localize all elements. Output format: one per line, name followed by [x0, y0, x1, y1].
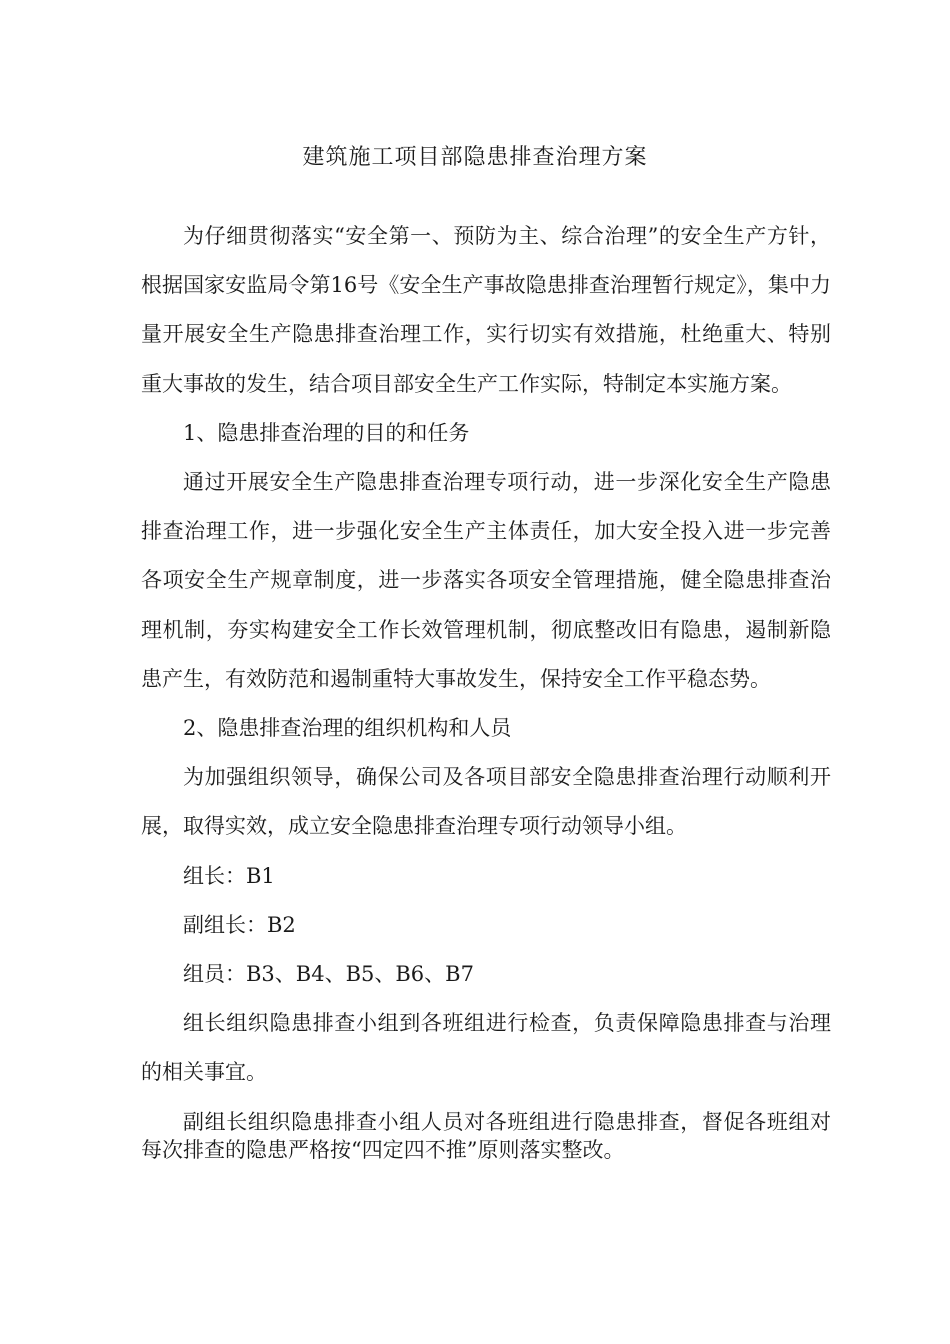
document-title: 建筑施工项目部隐患排查治理方案 — [302, 145, 648, 170]
leader-duty-paragraph: 组长组织隐患排查小组到各班组进行检查，负责保障隐患排查与治理的相关事宜。 — [141, 1011, 831, 1085]
leader-line: 组长：B1 — [183, 863, 275, 888]
document-body — [141, 212, 831, 1164]
members-line: 组员：B3、B4、B5、B6、B7 — [183, 962, 474, 987]
section-1-paragraph: 通过开展安全生产隐患排查治理专项行动，进一步深化安全生产隐患排查治理工作，进一步强化安全生产主体责任，加大安全投入进一步完善各项安全生产规章制度，进一步落实各项安全管理措施，健全隐患排查治理机制，夯实构建安全工作长效管理机制，彻底整改旧有隐患，遏制新隐患产生，有效防范和遏制重特大事故发生，保持安全工作平稳态势。 — [141, 470, 831, 691]
section-heading-2: 2、隐患排查治理的组织机构和人员 — [183, 716, 512, 741]
intro-paragraph: 为仔细贯彻落实“安全第一、预防为主、综合治理”的安全生产方针，根据国家安监局令第16号《安全生产事故隐患排查治理暂行规定》，集中力量开展安全生产隐患排查治理工作，实行切实有效措施，杜绝重大、特别重大事故的发生，结合项目部安全生产工作实际，特制定本实施方案。 — [141, 224, 831, 396]
deputy-duty-paragraph: 副组长组织隐患排查小组人员对各班组进行隐患排查，督促各班组对每次排查的隐患严格按“四定四不推”原则落实整改。 — [141, 1109, 831, 1162]
deputy-leader-line: 副组长：B2 — [183, 912, 296, 937]
section-2-paragraph: 为加强组织领导，确保公司及各项目部安全隐患排查治理行动顺利开展，取得实效，成立安全隐患排查治理专项行动领导小组。 — [141, 765, 831, 839]
section-heading-1: 1、隐患排查治理的目的和任务 — [183, 420, 470, 445]
